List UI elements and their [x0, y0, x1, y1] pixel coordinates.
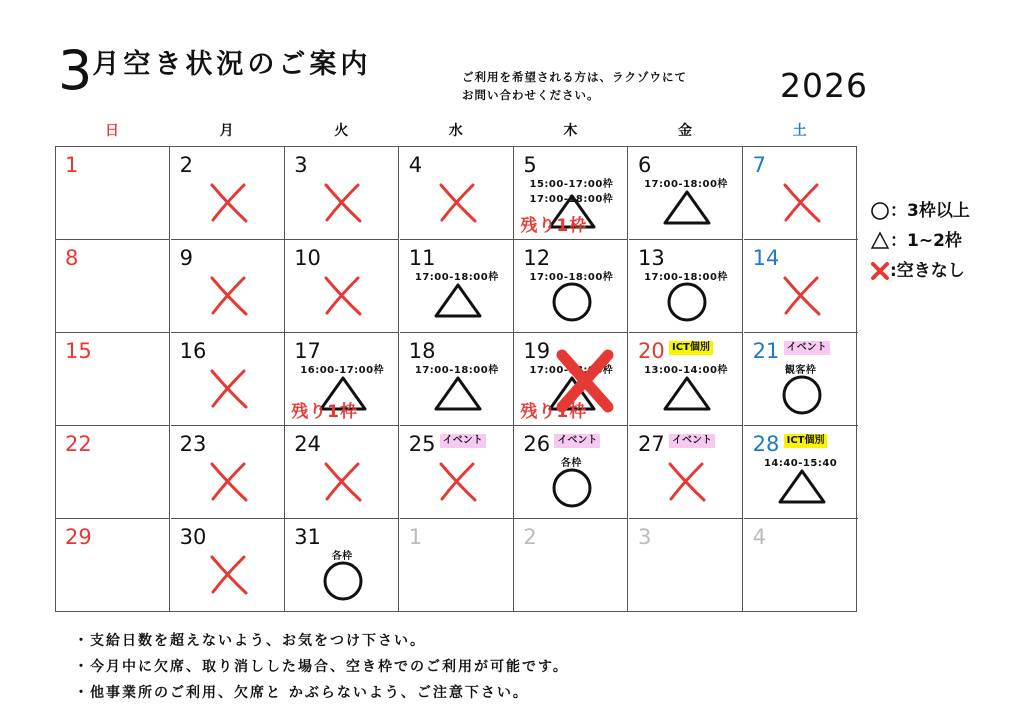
day-number: 10 — [294, 246, 321, 270]
x-mark-icon — [204, 270, 254, 320]
day-number: 2 — [523, 525, 537, 549]
time-slot-label: 17:00-18:00枠 — [644, 272, 728, 283]
calendar-day-cell — [400, 333, 514, 426]
day-number: 9 — [179, 246, 193, 270]
time-slot-label: 13:00-14:00枠 — [644, 365, 728, 376]
contact-note-line: お問い合わせください。 — [462, 88, 600, 102]
x-mark-icon — [204, 549, 254, 599]
triangle-mark-icon — [777, 462, 827, 512]
day-number: 26 — [523, 432, 551, 456]
day-number: 3 — [638, 525, 652, 549]
calendar-day-cell — [171, 519, 285, 612]
triangle-mark-icon — [662, 369, 712, 419]
remaining-slots-note: 残り1枠 — [291, 402, 359, 422]
footer-note: ・支給日数を超えないよう、お気をつけ下さい。 — [74, 633, 426, 649]
x-mark-icon — [204, 456, 254, 506]
day-number: 8 — [65, 246, 79, 270]
calendar-day-cell — [629, 333, 743, 426]
legend-label: :空きなし — [890, 261, 965, 281]
calendar-day-cell — [400, 147, 514, 240]
circle-mark-icon — [547, 276, 597, 326]
legend-label: ：1~2枠 — [890, 231, 962, 251]
x-icon — [870, 261, 890, 281]
calendar-day-cell — [171, 147, 285, 240]
time-slot-label: 17:00-18:00枠 — [529, 194, 614, 205]
calendar-day-cell — [285, 519, 399, 612]
time-slot-label: 観客枠 — [784, 365, 817, 376]
day-number: 22 — [65, 432, 92, 456]
day-number: 1 — [65, 153, 79, 177]
calendar-day-cell — [56, 147, 170, 240]
weekday-label: 日 — [105, 123, 119, 139]
x-mark-icon — [318, 177, 368, 227]
footer-notes — [74, 628, 569, 706]
day-number: 1 — [408, 525, 423, 549]
x-mark-icon — [204, 363, 254, 413]
calendar-day-cell — [514, 240, 628, 333]
weekday-label: 土 — [792, 123, 807, 139]
circle-mark-icon — [318, 555, 368, 605]
remaining-slots-note: 残り1枠 — [520, 216, 588, 236]
circle-mark-icon — [662, 276, 712, 326]
contact-note — [462, 68, 687, 104]
weekday-label: 月 — [219, 123, 234, 139]
triangle-mark-icon — [433, 276, 483, 326]
x-mark-icon — [318, 456, 368, 506]
day-number: 21 — [752, 339, 780, 363]
x-mark-icon — [204, 177, 254, 227]
day-number: 13 — [638, 246, 665, 270]
day-number: 2 — [179, 153, 193, 177]
day-number: 29 — [65, 525, 92, 549]
time-slot-label: 14:40-15:40 — [763, 458, 838, 469]
day-number: 14 — [752, 246, 780, 270]
day-number: 17 — [294, 339, 321, 363]
calendar-day-cell — [285, 147, 399, 240]
day-number: 23 — [179, 432, 207, 456]
day-number: 18 — [408, 339, 436, 363]
ict-badge: ICT個別 — [784, 434, 828, 448]
title-text: 月空き状況のご案内 — [92, 49, 372, 80]
day-number: 27 — [638, 432, 665, 456]
time-slot-label: 17:00-18:00枠 — [414, 365, 499, 376]
time-slot-label: 17:00-18:00枠 — [644, 179, 728, 190]
calendar-day-cell — [744, 147, 858, 240]
time-slot-label: 17:00-18:00枠 — [529, 272, 614, 283]
time-slot-label: 17:00-18:00枠 — [414, 272, 499, 283]
day-number: 31 — [294, 525, 321, 549]
calendar-day-cell — [744, 426, 858, 519]
calendar-day-cell — [514, 333, 628, 426]
time-slot-label: 16:00-17:00枠 — [300, 365, 385, 376]
contact-note-line: ご利用を希望される方は、ラクゾウにて — [462, 70, 687, 84]
calendar-day-cell — [400, 519, 514, 612]
calendar-day-cell — [171, 240, 285, 333]
day-number: 4 — [408, 153, 423, 177]
calendar-day-cell — [514, 519, 628, 612]
legend-item — [870, 226, 970, 256]
event-badge: イベント — [440, 434, 486, 448]
time-slot-label: 15:00-17:00枠 — [529, 179, 614, 190]
calendar-day-cell — [629, 240, 743, 333]
weekday-label: 水 — [448, 123, 463, 139]
event-badge: イベント — [669, 434, 715, 448]
calendar-day-cell — [56, 426, 170, 519]
ict-badge: ICT個別 — [669, 341, 713, 355]
day-number: 15 — [65, 339, 92, 363]
calendar-grid — [55, 146, 857, 612]
day-number: 7 — [752, 153, 766, 177]
x-mark-icon — [433, 177, 483, 227]
day-number: 3 — [294, 153, 308, 177]
x-mark-icon — [777, 177, 827, 227]
year-label: 2026 — [780, 66, 868, 105]
legend — [870, 196, 970, 286]
day-number: 12 — [523, 246, 551, 270]
legend-item — [870, 196, 970, 226]
x-mark-icon — [777, 270, 827, 320]
time-slot-label: 各枠 — [331, 551, 353, 562]
day-number: 28 — [752, 432, 780, 456]
day-number: 25 — [408, 432, 436, 456]
calendar-day-cell — [629, 519, 743, 612]
day-number: 24 — [294, 432, 321, 456]
circle-mark-icon — [547, 462, 597, 512]
triangle-mark-icon — [662, 183, 712, 233]
x-mark-icon — [318, 270, 368, 320]
calendar-day-cell — [400, 426, 514, 519]
day-number: 6 — [638, 153, 652, 177]
calendar-day-cell — [285, 426, 399, 519]
day-number: 11 — [408, 246, 436, 270]
calendar-day-cell — [744, 519, 858, 612]
calendar-day-cell — [514, 426, 628, 519]
calendar-day-cell — [744, 333, 858, 426]
day-number: 19 — [523, 339, 551, 363]
cancelled-x-icon — [550, 345, 620, 415]
legend-label: ：3枠以上 — [890, 201, 970, 221]
title-month: 3 — [58, 39, 93, 102]
time-slot-label: 各枠 — [560, 458, 582, 469]
day-number: 5 — [523, 153, 537, 177]
triangle-mark-icon — [433, 369, 483, 419]
time-slot-label: 17:00-18:00枠 — [529, 365, 614, 376]
calendar-day-cell — [56, 240, 170, 333]
footer-note: ・他事業所のご利用、欠席と かぶらないよう、ご注意下さい。 — [74, 685, 529, 701]
calendar-day-cell — [629, 147, 743, 240]
calendar-day-cell — [171, 333, 285, 426]
event-badge: イベント — [554, 434, 600, 448]
weekday-label: 木 — [563, 123, 578, 139]
x-mark-icon — [662, 456, 712, 506]
remaining-slots-note: 残り1枠 — [520, 402, 588, 422]
calendar-day-cell — [56, 333, 170, 426]
x-mark-icon — [433, 456, 483, 506]
calendar-day-cell — [285, 240, 399, 333]
calendar-day-cell — [285, 333, 399, 426]
day-number: 30 — [179, 525, 207, 549]
calendar-day-cell — [744, 240, 858, 333]
calendar-day-cell — [56, 519, 170, 612]
weekday-label: 火 — [334, 123, 349, 139]
circle-mark-icon — [777, 369, 827, 419]
footer-note: ・今月中に欠席、取り消しした場合、空き枠でのご利用が可能です。 — [74, 659, 569, 675]
legend-item — [870, 256, 970, 286]
event-badge: イベント — [784, 341, 830, 355]
weekday-label: 金 — [678, 123, 692, 139]
triangle-icon — [870, 231, 890, 251]
calendar-day-cell — [629, 426, 743, 519]
day-number: 16 — [179, 339, 207, 363]
page-title — [58, 36, 371, 106]
circle-icon — [870, 201, 890, 221]
day-number: 4 — [752, 525, 766, 549]
day-number: 20 — [638, 339, 665, 363]
calendar-day-cell — [400, 240, 514, 333]
calendar-day-cell — [514, 147, 628, 240]
calendar-day-cell — [171, 426, 285, 519]
